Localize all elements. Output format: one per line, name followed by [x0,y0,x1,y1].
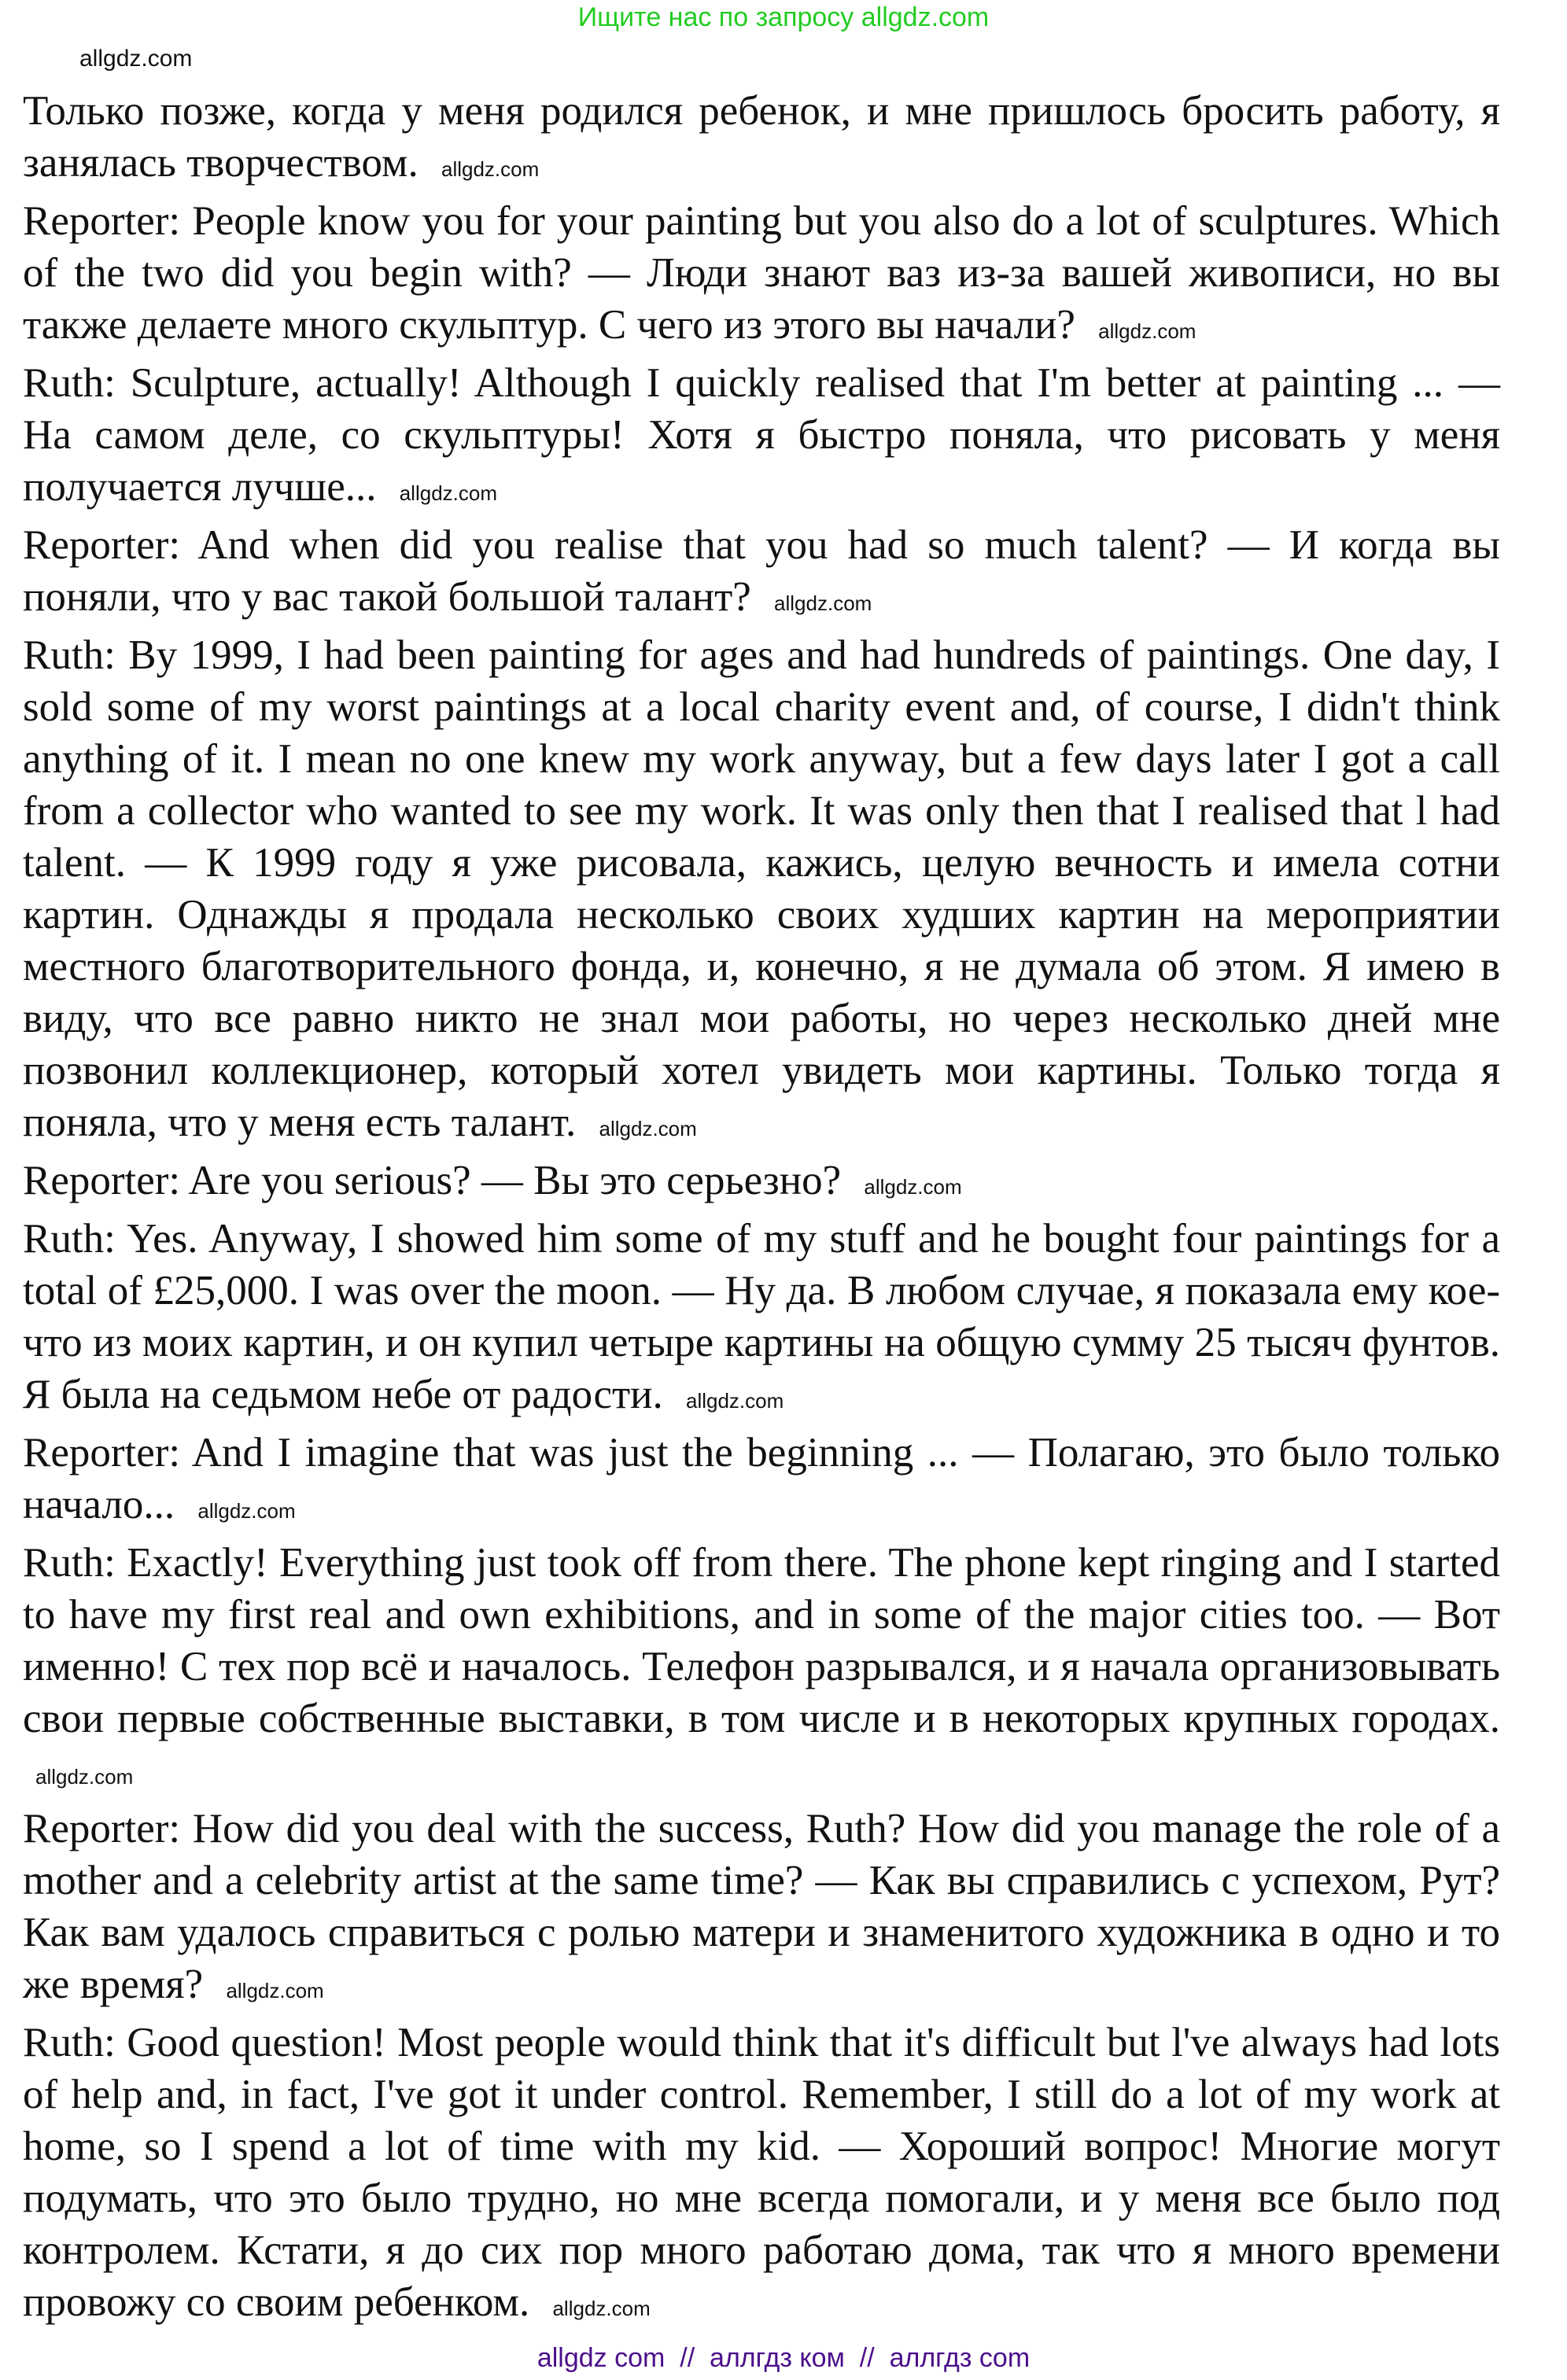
paragraph-text: Reporter: How did you deal with the success, Ruth? How did you manage the role of a mother and a celebrity artist at the same time? — Как вы справились с успехом, Рут? Как вам удалось справиться с ролью матери и знаменитого художника в одно и то же время? [23,1806,1500,2007]
document-body [23,0,1500,2334]
watermark: allgdz.com [774,591,872,615]
paragraph-text: Только позже, когда у меня родился ребенок, и мне пришлось бросить работу, я занялась творчеством. [23,88,1500,186]
paragraph [23,195,1500,357]
paragraph [23,1537,1500,1803]
paragraph-text: Ruth: Yes. Anyway, I showed him some of my stuff and he bought four paintings for a total of £25,000. I was over the moon. — Ну да. В любом случае, я показала ему кое-что из моих картин, и он купил четыре картины на общую сумму 25 тысяч фунтов. Я была на седьмом небе от радости. [23,1216,1500,1417]
paragraph-text: Reporter: And I imagine that was just the beginning ... — Полагаю, это было только начало... [23,1430,1500,1527]
paragraph-text: Ruth: Sculpture, actually! Although I quickly realised that I'm better at painting ... — На самом деле, со скульптуры! Хотя я быстро поняла, что рисовать у меня получается лучше... [23,360,1500,510]
paragraph [23,519,1500,629]
watermark: allgdz.com [686,1389,784,1413]
paragraph [23,1213,1500,1427]
paragraph [23,1427,1500,1537]
search-banner: Ищите нас по запросу allgdz.com [577,2,990,32]
paragraph [23,357,1500,519]
watermark: allgdz.com [552,2297,651,2320]
watermark: allgdz.com [864,1175,962,1199]
watermark: allgdz.com [79,46,193,72]
paragraph-text: Reporter: Are you serious? — Вы это серьезно? [23,1158,842,1203]
paragraph-text: Reporter: People know you for your painting but you also do a lot of sculptures. Which of the two did you begin with? — Люди знают ваз из-за вашей живописи, но вы также делаете много скульптур. С чего из этого вы начали? [23,198,1500,348]
paragraph [23,1803,1500,2017]
paragraph [23,85,1500,195]
footer-banner: allgdz com // аллгдз ком // аллгдз com [536,2343,1031,2373]
paragraph [23,629,1500,1155]
paragraph-text: Reporter: And when did you realise that you had so much talent? — И когда вы поняли, что у вас такой большой талант? [23,522,1500,620]
watermark: allgdz.com [599,1117,697,1140]
paragraph-text: Ruth: Exactly! Everything just took off from there. The phone kept ringing and I started to have my first real and own exhibitions, and in some of the major cities too. — Вот именно! С тех пор всё и началось. Телефон разрывался, и я начала организовывать свои первые собственные выставки, в том числе и в некоторых крупных городах. [23,1540,1500,1741]
paragraph-text: Ruth: Good question! Most people would think that it's difficult but l've always had lots of help and, in fact, I've got it under control. Remember, I still do a lot of my work at home, so I spend a lot of time with my kid. — Хороший вопрос! Многие могут подумать, что это было трудно, но мне всегда помогали, и у меня все было под контролем. Кстати, я до сих пор много работаю дома, так что я много времени провожу со своим ребенком. [23,2020,1500,2325]
paragraph [23,1155,1500,1213]
watermark: allgdz.com [399,481,497,505]
watermark: allgdz.com [197,1499,296,1523]
paragraph [23,2017,1500,2334]
watermark: allgdz.com [226,1979,324,2002]
watermark: allgdz.com [35,1765,134,1789]
paragraph-text: Ruth: By 1999, I had been painting for ages and had hundreds of paintings. One day, I sold some of my worst paintings at a local charity event and, of course, I didn't think anything of it. I mean no one knew my work anyway, but a few days later I got a call from a collector who wanted to see my work. It was only then that I realised that l had talent. — К 1999 году я уже рисовала, кажись, целую вечность и имела сотни картин. Однажды я продала несколько своих худших картин на мероприятии местного благотворительного фонда, и, конечно, я не думала об этом. Я имею в виду, что все равно никто не знал мои работы, но через несколько дней мне позвонил коллекционер, который хотел увидеть мои картины. Только тогда я поняла, что у меня есть талант. [23,632,1500,1145]
watermark: allgdz.com [441,157,540,181]
watermark: allgdz.com [1098,319,1196,343]
